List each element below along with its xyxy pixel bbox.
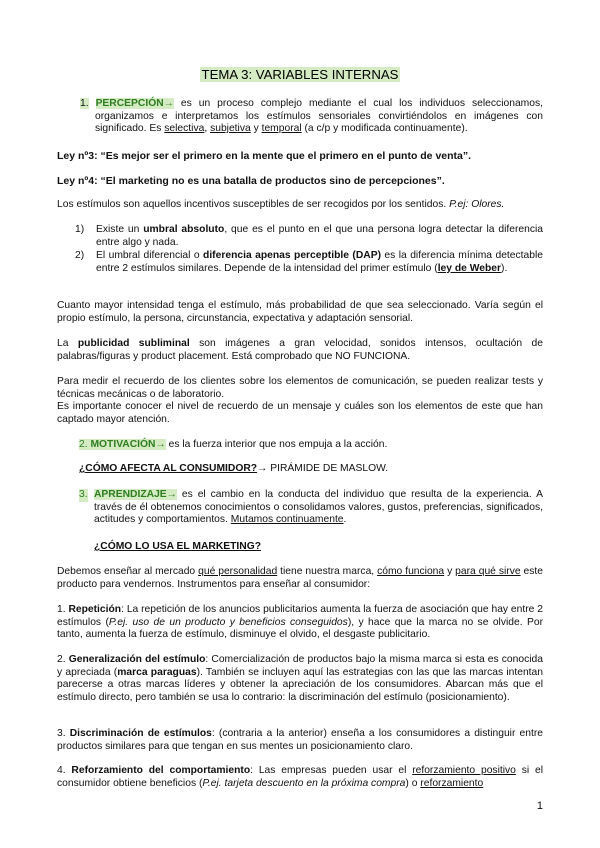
list-item: 1) Existe un umbral absoluto, que es el punto en el que una persona logra detectar la diferencia entre algo y nada.	[75, 224, 543, 248]
question-consumer: ¿CÓMO AFECTA AL CONSUMIDOR?→ PIRÁMIDE DE MASLOW.	[79, 463, 389, 474]
instrument-reinforcement: 4. Reforzamiento del comportamiento: Las empresas pueden usar el reforzamiento positivo si el consumidor obtiene beneficios (P.ej. tarjeta descuento en la próxima compra) o reforzamiento	[57, 765, 543, 789]
instrument-discrimination: 3. Discriminación de estímulos: (contraria a la anterior) enseña a los consumidores a distinguir entre productos similares para que tengan en sus mentes un posicionamiento claro.	[57, 728, 544, 752]
instrument-generalization: 2. Generalización del estímulo: Comercialización de productos bajo la misma marca si esta es conocida y apreciada (marca paraguas). También se incluyen aquí las estrategias con las que las marcas intentan parecerse a otras marcas líderes y obtener la apreciación de los consumidores. Abarcan más que el estímulo directo, pero también se usa lo contrario: la discriminación del estímulo (posicionamiento).	[57, 654, 543, 703]
arrow-icon: →	[166, 489, 177, 500]
section-perception: 1. PERCEPCIÓN→ es un proceso complejo mediante el cual los individuos seleccionamos, organizamos e interpretamos los estímulos sensoriales convirtiéndolos en imágenes con significado. Es selectiva, subjetiva y temporal (a c/p y modificada continuamente).	[80, 98, 543, 135]
recall-paragraph-2: Es importante conocer el nivel de recuerdo de un mensaje y cuáles son los elementos de este que han captado mayor atención.	[57, 401, 543, 425]
section-heading: PERCEPCIÓN	[95, 98, 164, 109]
section-learning: 3. APRENDIZAJE→ es el cambio en la conducta del individuo que resulta de la experiencia. A través de él obtenemos conocimientos o consolidamos valores, gustos, preferencias, significados, actitudes y comportamientos. Mutamos continuamente.	[79, 489, 543, 526]
stimuli-paragraph: Los estímulos son aquellos incentivos susceptibles de ser recogidos por los sentidos. P.ej: Olores.	[57, 199, 505, 210]
subliminal-paragraph: La publicidad subliminal son imágenes a gran velocidad, sonidos intensos, ocultación de palabras/figuras y product placement. Está comprobado que NO FUNCIONA.	[57, 338, 543, 362]
section-number: 1.	[80, 98, 89, 109]
law-4: Ley nº4: “El marketing no es una batalla de productos sino de percepciones”.	[57, 175, 445, 187]
arrow-icon: →	[257, 463, 268, 474]
teach-paragraph: Debemos enseñar al mercado qué personalidad tiene nuestra marca, cómo funciona y para qué sirve este producto para vendernos. Instrumentos para enseñar al consumidor:	[57, 566, 543, 590]
instrument-repetition: 1. Repetición: La repetición de los anuncios publicitarios aumenta la fuerza de asociación que hay entre 2 estímulos (P.ej. uso de un producto y beneficios conseguidos), y hace que la marca no se olvide. Por tanto, aumenta la fuerza de estímulo, disminuye el olvido, el desgaste publicitario.	[57, 604, 544, 641]
arrow-icon: →	[155, 439, 166, 450]
law-3: Ley nº3: “Es mejor ser el primero en la mente que el primero en el punto de venta”.	[57, 150, 472, 162]
page-title: TEMA 3: VARIABLES INTERNAS	[201, 67, 399, 82]
page-number: 1	[536, 800, 543, 812]
recall-paragraph-1: Para medir el recuerdo de los clientes sobre los elementos de comunicación, se pueden realizar tests y técnicas mecánicas o de laboratorio.	[57, 376, 543, 400]
intensity-paragraph: Cuanto mayor intensidad tenga el estímulo, más probabilidad de que sea seleccionado. Varía según el propio estímulo, la persona, circunstancia, expectativa y adaptación sensorial.	[57, 300, 543, 324]
question-marketing: ¿CÓMO LO USA EL MARKETING?	[94, 541, 262, 552]
section-motivation: 2. MOTIVACIÓN→ es la fuerza interior que nos empuja a la acción.	[79, 439, 388, 450]
list-item: 2) El umbral diferencial o diferencia apenas perceptible (DAP) es la diferencia mínima detectable entre 2 estímulos similares. Depende de la intensidad del primer estímulo (ley de Weber).	[75, 250, 543, 274]
arrow-icon: →	[163, 98, 174, 109]
